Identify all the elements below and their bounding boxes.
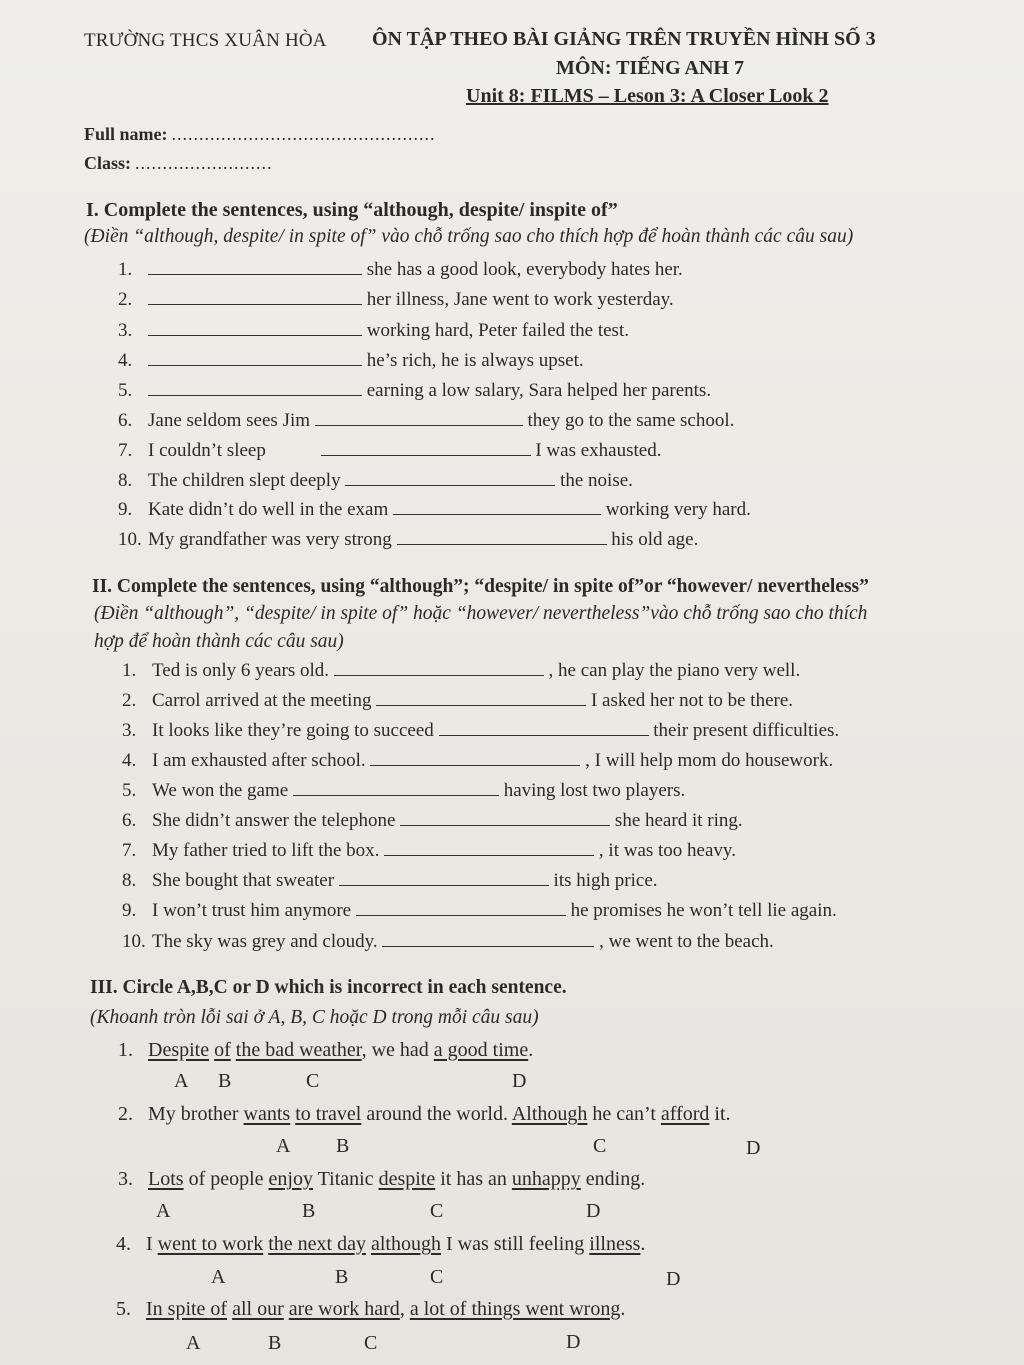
option-a[interactable]: A <box>211 1266 226 1288</box>
list-item: 7. My father tried to lift the box. , it was too heavy. <box>122 840 736 861</box>
subject-line: MÔN: TIẾNG ANH 7 <box>556 57 744 79</box>
option-d[interactable]: D <box>586 1200 601 1222</box>
list-item: 4. I am exhausted after school. , I will help mom do housework. <box>122 750 834 771</box>
list-item: 8. The children slept deeply the noise. <box>118 470 633 491</box>
answer-blank[interactable] <box>400 809 610 826</box>
option-d[interactable]: D <box>512 1070 527 1092</box>
list-item: 10. My grandfather was very strong his old age. <box>118 529 699 550</box>
school-name: TRƯỜNG THCS XUÂN HÒA <box>84 30 327 51</box>
class-label: Class: <box>84 153 132 173</box>
answer-blank[interactable] <box>148 349 362 366</box>
answer-blank[interactable] <box>393 498 601 515</box>
answer-blank[interactable] <box>397 528 607 545</box>
list-item: 6. Jane seldom sees Jim they go to the same school. <box>118 410 735 431</box>
full-name-label: Full name: <box>84 124 168 144</box>
list-item: 5. We won the game having lost two players. <box>122 780 686 801</box>
option-b[interactable]: B <box>302 1200 316 1222</box>
answer-blank[interactable] <box>376 689 586 706</box>
answer-blank[interactable] <box>148 258 362 275</box>
option-a[interactable]: A <box>276 1135 291 1157</box>
answer-blank[interactable] <box>293 779 499 796</box>
question-2: 2. My brother wants to travel around the world. Although he can’t afford it. <box>118 1103 731 1125</box>
answer-blank[interactable] <box>321 439 531 456</box>
option-a[interactable]: A <box>174 1070 189 1092</box>
class-field[interactable] <box>84 153 273 174</box>
option-c[interactable]: C <box>306 1070 320 1092</box>
question-4: 4. I went to work the next day although I was still feeling illness. <box>116 1233 646 1255</box>
option-a[interactable]: A <box>186 1332 201 1354</box>
list-item: 5. earning a low salary, Sara helped her parents. <box>118 380 712 401</box>
answer-blank[interactable] <box>315 409 523 426</box>
answer-blank[interactable] <box>148 319 362 336</box>
option-c[interactable]: C <box>430 1266 444 1288</box>
section-1-heading: I. Complete the sentences, using “although, despite/ inspite of” <box>86 199 618 221</box>
full-name-field[interactable] <box>84 124 436 145</box>
list-item: 2. her illness, Jane went to work yesterday. <box>118 289 674 310</box>
answer-blank[interactable] <box>334 659 544 676</box>
list-item: 10. The sky was grey and cloudy. , we went to the beach. <box>122 931 774 952</box>
unit-line: Unit 8: FILMS – Leson 3: A Closer Look 2 <box>466 85 829 107</box>
section-2-note-line-1: (Điền “although”, “despite/ in spite of” hoặc “however/ nevertheless”vào chỗ trống sao cho thích <box>94 603 868 624</box>
question-5: 5. In spite of all our are work hard, a lot of things went wrong. <box>116 1298 626 1320</box>
answer-blank[interactable] <box>345 469 555 486</box>
section-3-heading: III. Circle A,B,C or D which is incorrect in each sentence. <box>90 977 567 998</box>
section-1-note: (Điền “although, despite/ in spite of” vào chỗ trống sao cho thích hợp để hoàn thành các câu sau) <box>84 226 854 247</box>
option-c[interactable]: C <box>364 1332 378 1354</box>
answer-blank[interactable] <box>382 930 594 947</box>
question-3: 3. Lots of people enjoy Titanic despite it has an unhappy ending. <box>118 1168 646 1190</box>
option-d[interactable]: D <box>666 1268 681 1290</box>
answer-blank[interactable] <box>384 839 594 856</box>
worksheet-title: ÔN TẬP THEO BÀI GIẢNG TRÊN TRUYỀN HÌNH SỐ 3 <box>372 28 876 50</box>
option-c[interactable]: C <box>430 1200 444 1222</box>
option-d[interactable]: D <box>566 1331 581 1353</box>
list-item: 4. he’s rich, he is always upset. <box>118 350 584 371</box>
list-item: 7. I couldn’t sleep I was exhausted. <box>118 440 662 461</box>
list-item: 2. Carrol arrived at the meeting I asked her not to be there. <box>122 690 794 711</box>
option-b[interactable]: B <box>336 1135 350 1157</box>
answer-blank[interactable] <box>370 749 580 766</box>
full-name-dots: ................................................ <box>171 124 436 144</box>
answer-blank[interactable] <box>356 899 566 916</box>
list-item: 9. I won’t trust him anymore he promises he won’t tell lie again. <box>122 900 837 921</box>
question-1: 1. Despite of the bad weather, we had a good time. <box>118 1039 534 1061</box>
option-d[interactable]: D <box>746 1137 761 1159</box>
section-3-note: (Khoanh tròn lỗi sai ở A, B, C hoặc D trong mỗi câu sau) <box>90 1007 539 1028</box>
section-2-heading: II. Complete the sentences, using “although”; “despite/ in spite of”or “however/ nevertheless” <box>92 576 869 597</box>
answer-blank[interactable] <box>148 288 362 305</box>
option-c[interactable]: C <box>593 1135 607 1157</box>
list-item: 3. working hard, Peter failed the test. <box>118 320 629 341</box>
list-item: 1. she has a good look, everybody hates her. <box>118 259 683 280</box>
answer-blank[interactable] <box>339 869 549 886</box>
option-b[interactable]: B <box>335 1266 349 1288</box>
answer-blank[interactable] <box>148 379 362 396</box>
list-item: 9. Kate didn’t do well in the exam working very hard. <box>118 499 751 520</box>
class-dots: ......................... <box>135 153 273 173</box>
list-item: 8. She bought that sweater its high price. <box>122 870 658 891</box>
option-b[interactable]: B <box>268 1332 282 1354</box>
option-b[interactable]: B <box>218 1070 232 1092</box>
option-a[interactable]: A <box>156 1200 171 1222</box>
section-2-note-line-2: hợp để hoàn thành các câu sau) <box>94 631 344 652</box>
list-item: 3. It looks like they’re going to succeed their present difficulties. <box>122 720 840 741</box>
list-item: 1. Ted is only 6 years old. , he can play the piano very well. <box>122 660 801 681</box>
answer-blank[interactable] <box>439 719 649 736</box>
list-item: 6. She didn’t answer the telephone she heard it ring. <box>122 810 743 831</box>
